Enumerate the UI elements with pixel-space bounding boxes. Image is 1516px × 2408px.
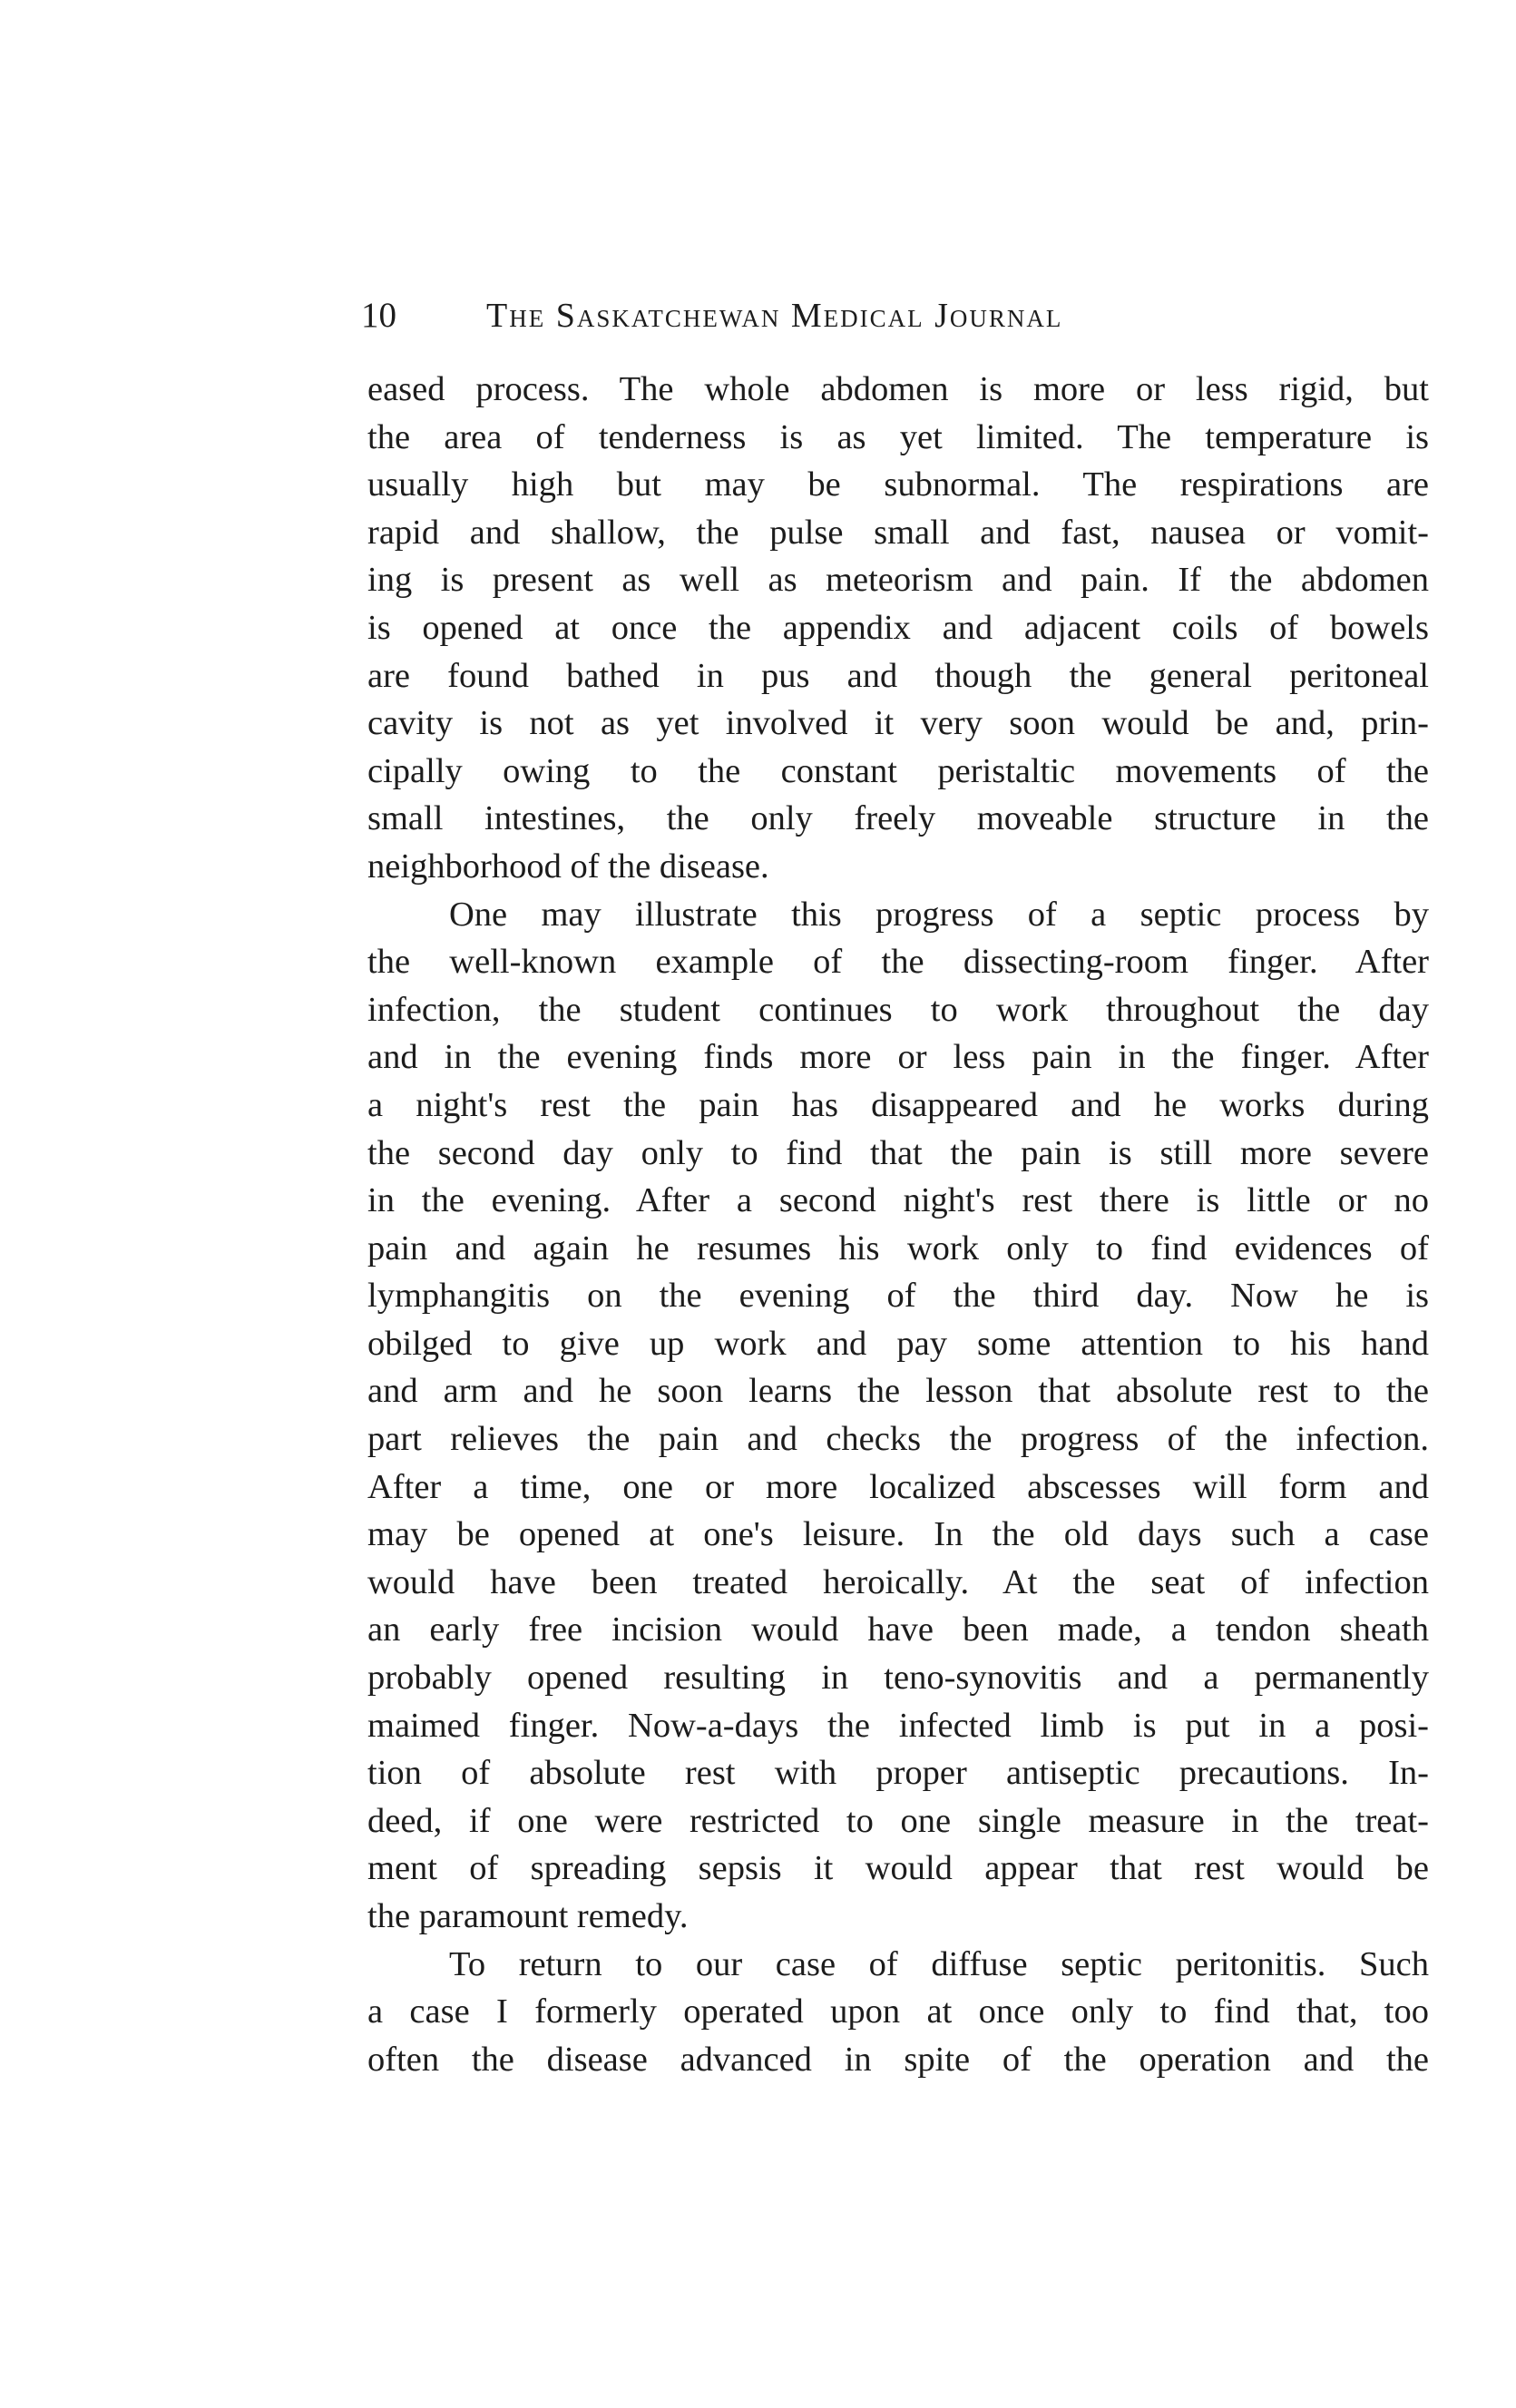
text-line: and arm and he soon learns the lesson that absolute rest to the (367, 1372, 1429, 1411)
text-line: in the evening. After a second night's rest there is little or no (367, 1181, 1429, 1220)
text-line: part relieves the pain and checks the progress of the infection. (367, 1420, 1429, 1459)
paragraph-2 (367, 891, 1429, 1941)
text-line: ment of spreading sepsis it would appear that rest would be (367, 1849, 1429, 1888)
text-line: often the disease advanced in spite of the operation and the (367, 2040, 1429, 2079)
text-line: maimed finger. Now-a-days the infected limb is put in a posi- (367, 1706, 1429, 1745)
text-line: is opened at once the appendix and adjacent coils of bowels (367, 608, 1429, 647)
journal-title: The Saskatchewan Medical Journal (486, 297, 1063, 335)
text-line: the paramount remedy. (367, 1897, 689, 1935)
text-line: deed, if one were restricted to one single measure in the treat- (367, 1801, 1429, 1840)
text-line: a case I formerly operated upon at once only to find that, too (367, 1992, 1429, 2031)
text-line: tion of absolute rest with proper antiseptic precautions. In- (367, 1754, 1429, 1793)
text-line: ing is present as well as meteorism and pain. If the abdomen (367, 561, 1429, 600)
text-line: pain and again he resumes his work only to find evidences of (367, 1228, 1429, 1268)
text-line: an early free incision would have been made, a tendon sheath (367, 1610, 1429, 1649)
text-line: infection, the student continues to work throughout the day (367, 990, 1429, 1029)
text-line: eased process. The whole abdomen is more or less rigid, but (367, 370, 1429, 408)
text-line: the well-known example of the dissecting-room finger. After (367, 943, 1429, 982)
text-line: probably opened resulting in teno-synovitis and a permanently (367, 1659, 1429, 1698)
text-line: One may illustrate this progress of a septic process by (449, 895, 1429, 934)
running-head (361, 289, 1441, 343)
text-line: the area of tenderness is as yet limited. The temperature is (367, 417, 1429, 456)
text-line: cipally owing to the constant peristaltic movements of the (367, 751, 1429, 790)
paragraph-1 (367, 366, 1429, 891)
text-line: small intestines, the only freely moveable structure in the (367, 799, 1429, 838)
paragraph-3 (367, 1941, 1429, 2084)
text-line: usually high but may be subnormal. The respirations are (367, 465, 1429, 504)
article-body (367, 366, 1429, 2083)
text-line: rapid and shallow, the pulse small and fast, nausea or vomit- (367, 513, 1429, 552)
text-line: neighborhood of the disease. (367, 847, 769, 886)
text-line: may be opened at one's leisure. In the old days such a case (367, 1515, 1429, 1554)
page-number: 10 (361, 296, 396, 335)
text-line: lymphangitis on the evening of the third day. Now he is (367, 1277, 1429, 1316)
text-line: the second day only to find that the pain is still more severe (367, 1133, 1429, 1172)
text-line: obilged to give up work and pay some attention to his hand (367, 1324, 1429, 1363)
text-line: a night's rest the pain has disappeared and he works during (367, 1085, 1429, 1124)
text-line: To return to our case of diffuse septic peritonitis. Such (449, 1944, 1429, 1983)
text-line: cavity is not as yet involved it very soon would be and, prin- (367, 704, 1429, 743)
text-line: are found bathed in pus and though the general peritoneal (367, 656, 1429, 695)
text-line: would have been treated heroically. At the seat of infection (367, 1562, 1429, 1601)
text-line: After a time, one or more localized abscesses will form and (367, 1467, 1429, 1506)
text-line: and in the evening finds more or less pain in the finger. After (367, 1038, 1429, 1077)
